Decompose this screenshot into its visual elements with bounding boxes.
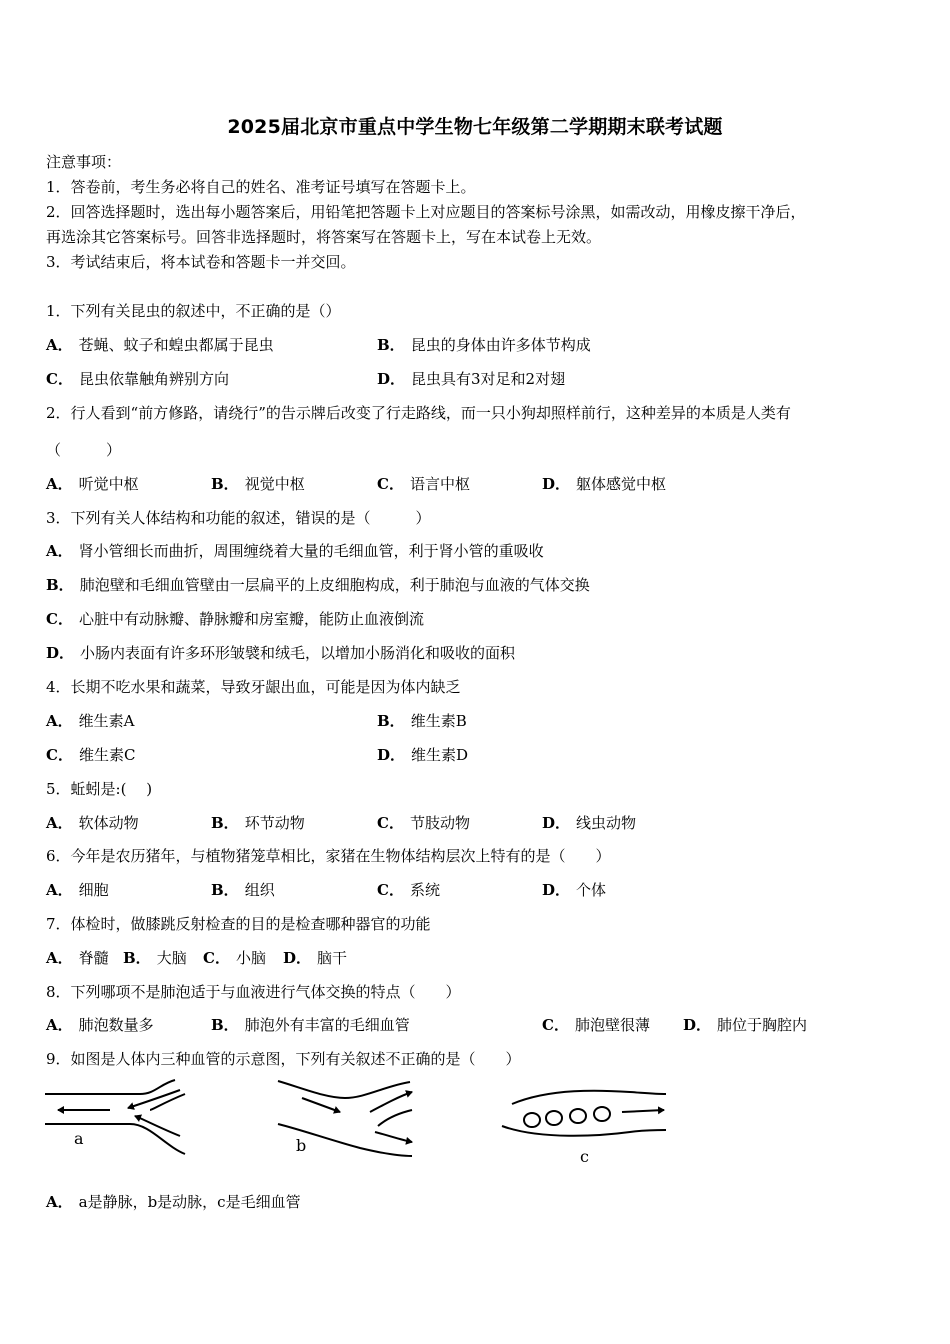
question-6-option-c: C． 系统 <box>377 881 440 899</box>
question-9-stem: 9．如图是人体内三种血管的示意图，下列有关叙述不正确的是（ ） <box>46 1050 521 1068</box>
notice-item: 再选涂其它答案标号。回答非选择题时，将答案写在答题卡上，写在本试卷上无效。 <box>46 228 602 246</box>
question-3-option-b: B． 肺泡壁和毛细血管壁由一层扁平的上皮细胞构成，利于肺泡与血液的气体交换 <box>46 576 590 594</box>
question-2-option-c: C． 语言中枢 <box>377 475 470 493</box>
figure-label-b: b <box>296 1136 307 1155</box>
question-7-option-d: D． 脑干 <box>283 949 348 967</box>
question-7-option-a: A． 脊髓 <box>46 949 109 967</box>
question-2-option-a: A． 听觉中枢 <box>46 475 139 493</box>
question-5-stem: 5．蚯蚓是:( ) <box>46 780 153 798</box>
question-5-option-b: B． 环节动物 <box>211 814 305 832</box>
question-1-option-a: A． 苍蝇、蚊子和蝗虫都属于昆虫 <box>46 336 274 354</box>
question-3-option-d: D． 小肠内表面有许多环形皱襞和绒毛，以增加小肠消化和吸收的面积 <box>46 644 516 662</box>
question-5-option-a: A． 软体动物 <box>46 814 139 832</box>
question-7-option-b: B． 大脑 <box>123 949 187 967</box>
question-1-option-b: B． 昆虫的身体由许多体节构成 <box>377 336 591 354</box>
question-3-stem: 3．下列有关人体结构和功能的叙述，错误的是（ ） <box>46 509 431 527</box>
question-8-option-c: C． 肺泡壁很薄 <box>542 1016 650 1034</box>
vessel-a-diagram <box>45 1080 185 1154</box>
question-3-option-a: A． 肾小管细长而曲折，周围缠绕着大量的毛细血管，利于肾小管的重吸收 <box>46 542 544 560</box>
notice-heading: 注意事项： <box>46 153 122 171</box>
question-4-option-d: D． 维生素D <box>377 746 469 764</box>
question-5-option-d: D． 线虫动物 <box>542 814 637 832</box>
question-4-option-a: A． 维生素A <box>46 712 135 730</box>
question-2-option-b: B． 视觉中枢 <box>211 475 305 493</box>
question-9-option-a: A． a是静脉，b是动脉，c是毛细血管 <box>46 1193 301 1211</box>
question-6-option-a: A． 细胞 <box>46 881 109 899</box>
question-6-option-d: D． 个体 <box>542 881 607 899</box>
blood-vessel-figure <box>40 1076 680 1171</box>
question-8-option-a: A． 肺泡数量多 <box>46 1016 154 1034</box>
question-4-option-c: C． 维生素C <box>46 746 136 764</box>
question-2-option-d: D． 躯体感觉中枢 <box>542 475 667 493</box>
question-2-stem: 2．行人看到“前方修路，请绕行”的告示牌后改变了行走路线，而一只小狗却照样前行，这种差异的本质是人类有 <box>46 404 791 422</box>
figure-label-a: a <box>74 1129 84 1148</box>
question-8-option-b: B． 肺泡外有丰富的毛细血管 <box>211 1016 410 1034</box>
question-6-stem: 6．今年是农历猪年，与植物猪笼草相比，家猪在生物体结构层次上特有的是（ ） <box>46 847 611 865</box>
question-8-stem: 8．下列哪项不是肺泡适于与血液进行气体交换的特点（ ） <box>46 983 461 1001</box>
question-4-stem: 4．长期不吃水果和蔬菜，导致牙龈出血，可能是因为体内缺乏 <box>46 678 461 696</box>
question-3-option-c: C． 心脏中有动脉瓣、静脉瓣和房室瓣，能防止血液倒流 <box>46 610 424 628</box>
question-1-option-c: C． 昆虫依靠触角辨别方向 <box>46 370 229 388</box>
notice-item: 1．答卷前，考生务必将自己的姓名、准考证号填写在答题卡上。 <box>46 178 476 196</box>
question-5-option-c: C． 节肢动物 <box>377 814 470 832</box>
question-7-option-c: C． 小脑 <box>203 949 266 967</box>
notice-item: 2．回答选择题时，选出每小题答案后，用铅笔把答题卡上对应题目的答案标号涂黑，如需改动，用橡皮擦干净后， <box>46 203 806 221</box>
page-title: 2025届北京市重点中学生物七年级第二学期期末联考试题 <box>227 116 723 138</box>
vessel-c-diagram <box>502 1091 666 1136</box>
question-8-option-d: D． 肺位于胸腔内 <box>683 1016 808 1034</box>
question-7-stem: 7．体检时，做膝跳反射检查的目的是检查哪种器官的功能 <box>46 915 431 933</box>
question-6-option-b: B． 组织 <box>211 881 275 899</box>
figure-label-c: c <box>580 1147 589 1166</box>
question-1-option-d: D． 昆虫具有3对足和2对翅 <box>377 370 566 388</box>
question-4-option-b: B． 维生素B <box>377 712 467 730</box>
notice-item: 3．考试结束后，将本试卷和答题卡一并交回。 <box>46 253 356 271</box>
question-1-stem: 1．下列有关昆虫的叙述中，不正确的是（） <box>46 302 341 320</box>
question-2-blank: （ ） <box>46 441 122 459</box>
